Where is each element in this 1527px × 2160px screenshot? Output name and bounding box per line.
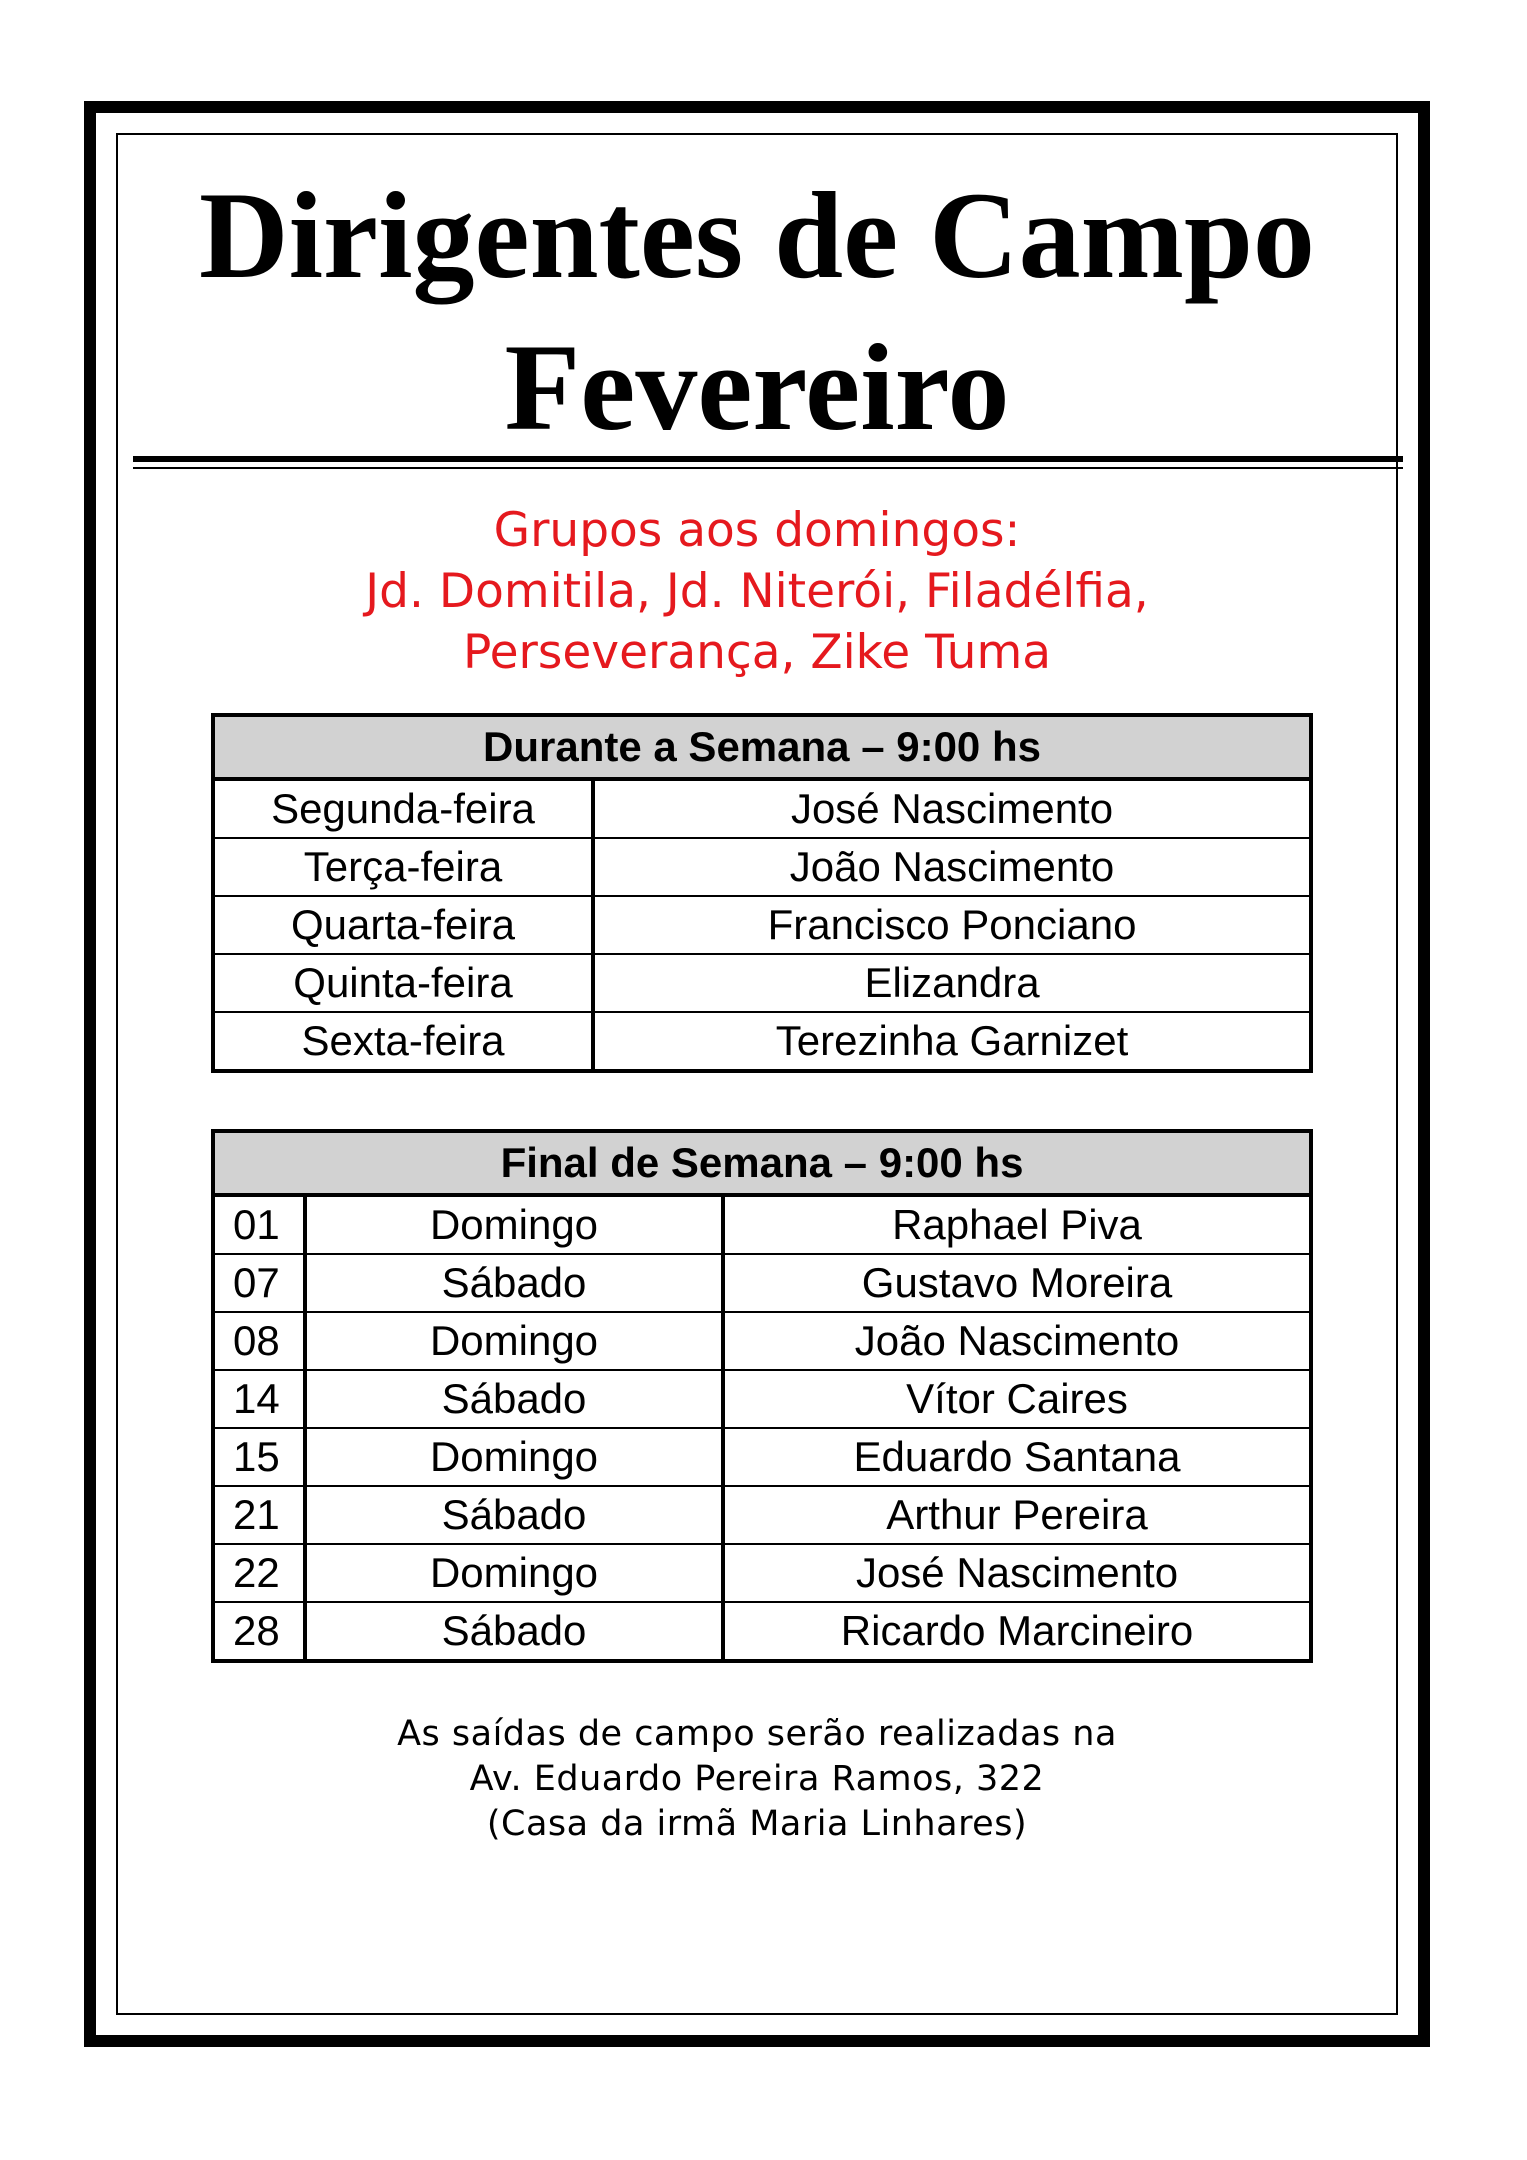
table-row: [213, 954, 1311, 1012]
weekend-day-cell: Domingo: [305, 1312, 723, 1370]
title-divider-thin: [133, 467, 1403, 469]
weekend-day-cell: Domingo: [305, 1544, 723, 1602]
table-row: [213, 1602, 1311, 1661]
weekend-date-cell: 14: [213, 1370, 305, 1428]
weekend-leader-cell: Gustavo Moreira: [723, 1254, 1311, 1312]
weekend-day-cell: Sábado: [305, 1602, 723, 1661]
sunday-groups-notice: [116, 500, 1398, 683]
weekend-date-cell: 07: [213, 1254, 305, 1312]
weekday-day-cell: Quarta-feira: [213, 896, 593, 954]
table-row: [213, 1254, 1311, 1312]
weekend-leader-cell: Arthur Pereira: [723, 1486, 1311, 1544]
weekend-date-cell: 01: [213, 1195, 305, 1254]
weekend-leader-cell: Eduardo Santana: [723, 1428, 1311, 1486]
footer-host: (Casa da irmã Maria Linhares): [486, 1804, 1028, 1844]
table-row: [213, 1486, 1311, 1544]
table-row: [213, 896, 1311, 954]
weekend-day-cell: Domingo: [305, 1195, 723, 1254]
weekday-schedule-table: [211, 713, 1313, 1073]
weekday-day-cell: Sexta-feira: [213, 1012, 593, 1071]
table-row: [213, 838, 1311, 896]
groups-list-line-1: Jd. Domitila, Jd. Niterói, Filadélfia,: [365, 564, 1149, 619]
page-subtitle-month: Fevereiro: [504, 319, 1010, 456]
weekday-leader-cell: João Nascimento: [593, 838, 1311, 896]
table-row: [213, 1312, 1311, 1370]
weekday-leader-cell: Francisco Ponciano: [593, 896, 1311, 954]
weekday-header-row: [213, 715, 1311, 779]
weekday-header: Durante a Semana – 9:00 hs: [213, 715, 1311, 779]
title-divider-thick: [133, 456, 1403, 462]
weekday-leader-cell: Terezinha Garnizet: [593, 1012, 1311, 1071]
weekday-day-cell: Segunda-feira: [213, 779, 593, 838]
weekend-date-cell: 15: [213, 1428, 305, 1486]
weekend-day-cell: Sábado: [305, 1254, 723, 1312]
table-row: [213, 1544, 1311, 1602]
table-row: [213, 1370, 1311, 1428]
footer-line-1: As saídas de campo serão realizadas na: [397, 1714, 1117, 1754]
weekend-leader-cell: Vítor Caires: [723, 1370, 1311, 1428]
weekend-leader-cell: José Nascimento: [723, 1544, 1311, 1602]
weekday-day-cell: Quinta-feira: [213, 954, 593, 1012]
groups-list-line-2: Perseverança, Zike Tuma: [462, 625, 1052, 680]
groups-heading: Grupos aos domingos:: [493, 503, 1021, 558]
weekday-leader-cell: José Nascimento: [593, 779, 1311, 838]
table-row: [213, 1195, 1311, 1254]
weekend-day-cell: Sábado: [305, 1486, 723, 1544]
weekend-day-cell: Sábado: [305, 1370, 723, 1428]
weekend-date-cell: 28: [213, 1602, 305, 1661]
weekend-leader-cell: João Nascimento: [723, 1312, 1311, 1370]
meeting-location-note: [116, 1712, 1398, 1847]
weekend-header: Final de Semana – 9:00 hs: [213, 1131, 1311, 1195]
weekend-leader-cell: Raphael Piva: [723, 1195, 1311, 1254]
weekend-date-cell: 22: [213, 1544, 305, 1602]
page-title: Dirigentes de Campo: [199, 167, 1315, 304]
weekend-header-row: [213, 1131, 1311, 1195]
table-row: [213, 1012, 1311, 1071]
weekday-leader-cell: Elizandra: [593, 954, 1311, 1012]
weekend-date-cell: 21: [213, 1486, 305, 1544]
footer-address: Av. Eduardo Pereira Ramos, 322: [469, 1759, 1045, 1799]
weekend-schedule-table: [211, 1129, 1313, 1663]
weekend-day-cell: Domingo: [305, 1428, 723, 1486]
weekend-date-cell: 08: [213, 1312, 305, 1370]
weekday-day-cell: Terça-feira: [213, 838, 593, 896]
table-row: [213, 779, 1311, 838]
table-row: [213, 1428, 1311, 1486]
weekend-leader-cell: Ricardo Marcineiro: [723, 1602, 1311, 1661]
